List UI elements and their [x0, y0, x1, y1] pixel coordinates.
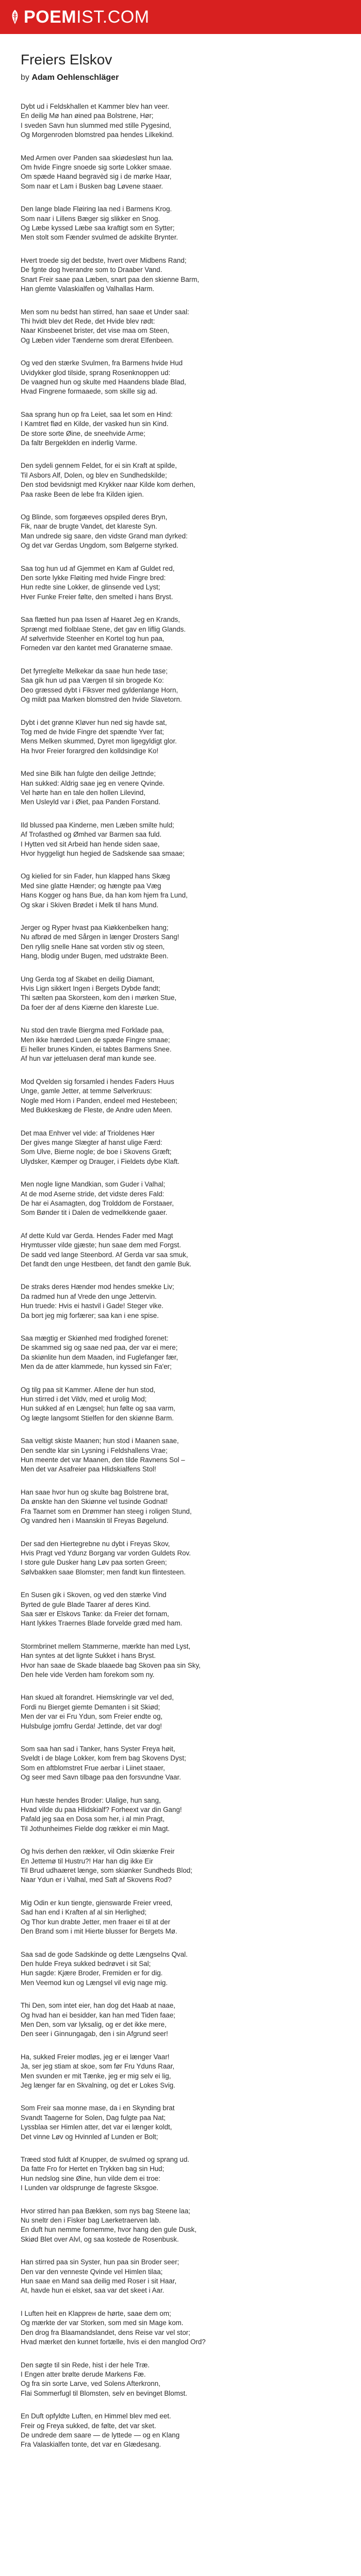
- poem-line: Og Læben vider Tænderne som drerat Elfenbeen.: [21, 336, 174, 344]
- poem-line: De fgnte dog hverandre som to Draaber Vand.: [21, 266, 162, 274]
- poem-line: Snart Freir saae paa Læben, snart paa den skienne Barm,: [21, 275, 200, 283]
- poem-line: Med sine glatte Hænder; og hængte paa Væg: [21, 882, 161, 890]
- stanza: [21, 1129, 340, 1167]
- poem-line: Hun sukked af en Længsel; hun følte og saa varm,: [21, 1404, 175, 1413]
- poem-body: [21, 102, 340, 2450]
- stanza: [21, 1436, 340, 1475]
- author-link[interactable]: Adam Oehlenschläger: [31, 73, 119, 82]
- poem-line: Sprængt med fiolblaae Stene, det gav en liflig Glands.: [21, 625, 186, 633]
- poem-line: Med sine Bilk han fulgte den deilige Jettnde;: [21, 770, 156, 778]
- stanza: [21, 256, 340, 294]
- poem-line: Til Brud udhaæret længe, som skiønker Sundheds Blod;: [21, 1867, 192, 1875]
- poem-line: Den var den venneste Qvinde vel Himlen tilaa;: [21, 2267, 163, 2276]
- poem-line: Han sukked: Aldrig saae jeg en venere Qvinde.: [21, 779, 165, 787]
- poem-line: Men Den, som var lyksalig, og er det ikke mere,: [21, 2020, 167, 2028]
- poem-line: Sølvbakken saae Blomster; men fandt kun flintesteen.: [21, 1568, 186, 1576]
- poem-line: Og lægte langsomt Stielfen for den skiønne Barm.: [21, 1414, 174, 1422]
- stanza: [21, 359, 340, 397]
- poem-line: Saa veltigt skiste Maanen; hun stod i Maanen saae,: [21, 1437, 179, 1445]
- poem-line: Og hvis derhen den rækker, vil Odin skiænke Freir: [21, 1848, 175, 1856]
- poem-line: De store sorte Øine, de sneehvide Arme;: [21, 429, 145, 437]
- quill-icon: [10, 9, 20, 25]
- poem-content: [0, 34, 361, 2463]
- poem-line: Jeg længer far en Skvalning, og det er Lokes Svig.: [21, 2081, 175, 2089]
- poem-line: De sadd ved lange Steenbord. Af Gerda var saa smuk,: [21, 1250, 188, 1259]
- stanza: [21, 872, 340, 910]
- poem-line: Han stirred paa sin Syster, hun paa sin Broder seer;: [21, 2258, 179, 2266]
- stanza: [21, 2104, 340, 2142]
- poem-line: Skiød Blet over Alvl, og saa kostede de Rosenbusk.: [21, 2235, 179, 2243]
- poem-title: Freiers Elskov: [21, 52, 112, 67]
- poem-line: Og kielied for sin Fader, hun klapped hans Skæg: [21, 872, 170, 880]
- poem-line: De skammed sig og saae ned paa, der var ei mere;: [21, 1344, 178, 1352]
- poem-line: Den ryllig snelle Hane sat vorden stiv og steen,: [21, 942, 165, 951]
- stanza: [21, 1488, 340, 1526]
- poem-line: Man undrede sig saare, den vidste Grand man dyrked:: [21, 532, 188, 540]
- poem-line: De straks deres Hænder mod hendes smekke Liv;: [21, 1283, 174, 1291]
- poem-line: Paa raske Been de lebe fra Kilden igien.: [21, 490, 144, 498]
- poem-line: Hvad Fingrene formaaede, som skille sig ad.: [21, 387, 157, 396]
- poem-line: Han saae hvor hun og skulte bag Bolstrene brat,: [21, 1488, 169, 1496]
- stanza: [21, 461, 340, 499]
- poem-line: Men som nu bedst han stirred, han saae et Under saal:: [21, 308, 189, 316]
- poem-line: Thi sælten paa Skorsteen, kom den i mørken Stue,: [21, 994, 177, 1002]
- poem-line: Til Jothunheimes Fielde dog rækker ei min Magt.: [21, 1824, 170, 1833]
- stanza: [21, 718, 340, 756]
- poem-line: Og mærkte der var Storken, som med sin Mage kom.: [21, 2319, 184, 2327]
- poem-line: Om hvide Fingre snoede sig sorte Lokker smaae.: [21, 163, 172, 172]
- poem-line: Svandt Taagerne for Solen, Dag fulgte paa Nat;: [21, 2113, 166, 2122]
- poem-line: Med Armen over Panden saa skiødesløst hun laa.: [21, 154, 174, 162]
- poem-line: Den Brand som i mit Hierte blusser for Bergets Mø.: [21, 1927, 177, 1936]
- poem-line: Den lange blade Fløiring laa ned i Barmens Krog.: [21, 205, 172, 213]
- poem-line: Den sorte lykke Fløiting med hvide Fingre bred:: [21, 574, 166, 582]
- poem-line: Men da de atter klammede, hun kyssed sin Fa'er;: [21, 1363, 172, 1371]
- stanza: [21, 2155, 340, 2193]
- poem-line: I Kamtret flød en Kilde, der vasked hun sin Kind.: [21, 420, 169, 428]
- poem-line: Men nogle ligne Mandkian, som Guder i Valhal;: [21, 1180, 166, 1189]
- stanza: [21, 1693, 340, 1731]
- poem-line: Og ved den stærke Svulmen, fra Barmens hvide Hud: [21, 359, 183, 367]
- poem-line: Og vandred hen i Maanskin til Freyas Bøgelund.: [21, 1517, 169, 1525]
- poem-line: En Susen gik i Skoven, og ved den stærke Vind: [21, 1591, 167, 1599]
- stanza: [21, 1796, 340, 1834]
- poem-line: Men svunden er mit Tænke, jeg er mig selv ei lig,: [21, 2072, 171, 2080]
- poem-line: Ung Gerda tog af Skabet en deilig Diamant,: [21, 975, 155, 983]
- poem-line: Hvor hyggeligt hun hegied de Sadskende saa smaae;: [21, 849, 185, 857]
- poem-line: I Lunden var oldsprunge de fagreste Sksgoe.: [21, 2184, 159, 2192]
- stanza: [21, 2207, 340, 2245]
- poem-line: Der gives mange Slægter af hanst ulige Færd:: [21, 1138, 162, 1146]
- stanza: [21, 2258, 340, 2296]
- stanza: [21, 2412, 340, 2450]
- stanza: [21, 154, 340, 192]
- poem-line: Ja, ser jeg stiam at skoe, som før Fru Yduns Raar,: [21, 2062, 175, 2071]
- poem-line: Men Usleyld var i Øiet, paa Panden Forstand.: [21, 798, 160, 806]
- stanza: [21, 667, 340, 705]
- stanza: [21, 1539, 340, 1578]
- poem-line: Da foer der af dens Kiærne den klareste Lue.: [21, 1003, 159, 1011]
- poem-line: Freir og Freya sukked, de følte, det var sket.: [21, 2421, 156, 2430]
- stanza: [21, 1950, 340, 1988]
- poem-line: Hvert troede sig det bedste, hvert over Midbens Rand;: [21, 256, 187, 264]
- poem-line: En deilig Mø han øined paa Bolstrene, Hør;: [21, 112, 154, 120]
- poem-line: Uvidykker glod tilside, sprang Rosenknoppen ud:: [21, 368, 171, 377]
- stanza: [21, 102, 340, 140]
- poem-line: Og tilg paa sit Kammer. Allene der hun stod,: [21, 1385, 156, 1394]
- poem-line: Hans Kogger og hans Bue, da han kom hjem fra Lund,: [21, 891, 188, 900]
- poem-line: Og seer med Savn tilbage paa den forsvundne Vaar.: [21, 1773, 181, 1782]
- stanza: [21, 2053, 340, 2091]
- stanza: [21, 975, 340, 1013]
- poem-line: Ei heller brunes Kinden, ei tabtes Barmens Snee.: [21, 1045, 172, 1054]
- poem-line: Af Trofasthed og Ømhed var Barmen saa fuld.: [21, 831, 162, 839]
- poem-line: Som saa han sad i Tanker, hans Syster Freya høit,: [21, 1745, 175, 1753]
- poem-line: Saa mægtig er Skiønhed med frodighed forenet:: [21, 1334, 169, 1342]
- stanza: [21, 1077, 340, 1115]
- poem-line: Men det var Asafreier paa Hlidskialfens Stol!: [21, 1465, 156, 1473]
- poem-line: Den hele vide Verden ham forekom som ny.: [21, 1670, 155, 1679]
- poem-line: Om spæde Haand begravèd sig i de mørke Haar,: [21, 173, 172, 181]
- poem-line: Hulsbulge jomfru Gerda! Jettinde, det var dog!: [21, 1722, 162, 1730]
- poem-line: Den sendte klar sin Lysning i Feldshallens Vrae;: [21, 1446, 168, 1454]
- stanza: [21, 2361, 340, 2399]
- poem-line: Nu stod den travle Biergma med Forklade paa,: [21, 1026, 164, 1035]
- poem-line: Mod Qvelden sig forsamled i hendes Faders Huus: [21, 1077, 174, 1086]
- poem-line: Deo græssed dybt i Fiksver med gyldenlange Horn,: [21, 686, 178, 694]
- poem-line: Da radmed hun af Vrede den unge Jettervin.: [21, 1292, 157, 1300]
- poem-line: Der sad den Hiertegrebne nu dybt i Freyas Skov,: [21, 1539, 170, 1548]
- stanza: [21, 923, 340, 961]
- poem-line: Det maa Enhver vel vide: af Trioldenes Hær: [21, 1129, 155, 1137]
- poem-line: I Luften heit en Klapprен de hørte, saae dem om;: [21, 2309, 171, 2317]
- poem-line: Som Bønder tit i Dalen de vedmelkkende gaaer.: [21, 1209, 168, 1217]
- poem-line: Da bort jeg mig forfærer; saa kan i ene spise.: [21, 1311, 159, 1319]
- poem-line: Flai Sommerfugl til Blomsten, selv en bevinget Blomst.: [21, 2389, 187, 2397]
- poem-line: Han skued alt forandret. Hiemskringle var vel ded,: [21, 1693, 174, 1702]
- poem-line: De undrede dem saare — de lyttedе — og en Klang: [21, 2431, 180, 2439]
- poem-line: Fra Valaskialfen tonte, det var en Glædesang.: [21, 2441, 161, 2449]
- poem-line: Sveldt i de blage Lokker, kom frem bag Skovens Dyst;: [21, 1754, 186, 1762]
- poem-line: Det fyrreglelte Melkekar da saae hun hede tase;: [21, 667, 168, 675]
- poem-line: Da faltr Bergeklden en inderlig Varme.: [21, 438, 138, 447]
- poem-line: Og Læbe kyssed Læbe saa kraftigt som en Sytter;: [21, 224, 175, 232]
- poem-line: Men der var ei Fru Ydun, som Freier endte og,: [21, 1713, 163, 1721]
- poem-line: I sveden Savn hun slummed med stille Pygesind,: [21, 121, 171, 129]
- poem-line: Ulydsker, Kæmper og Drauger, i Fieldets dybe Klaft.: [21, 1157, 180, 1165]
- poem-line: Saa sær er Elskovs Tanke: da Freier det fornam,: [21, 1609, 169, 1618]
- poem-line: Den seer i Ginnungagab, den i sin Afgrund seer!: [21, 2030, 168, 2038]
- poem-line: Da fatte Fro for Hertet en Trykken bag sin Hud;: [21, 2165, 165, 2173]
- poem-line: Som en aftblomstret Frue aerbar i Liinet staaer,: [21, 1764, 165, 1772]
- poem-line: Naar Ydun er i Valhal, med Saft af Skovens Rod?: [21, 1876, 172, 1884]
- stanza: [21, 1180, 340, 1218]
- stanza: [21, 1590, 340, 1629]
- poem-line: Unge, gamle Jetter, at temme Sølverkruus:: [21, 1087, 152, 1095]
- poem-line: Saa tog hun ud af Gjemmet en Kam af Guldet red,: [21, 564, 175, 572]
- poem-line: Og Thor kun drabte Jetter, men fraaer ei til at der: [21, 1918, 171, 1926]
- poem-line: Dybt ud i Feldskhallen et Kammer blev han veer.: [21, 103, 170, 110]
- stanza: [21, 615, 340, 653]
- stanza: [21, 513, 340, 551]
- stanza: [21, 1385, 340, 1423]
- poem-line: Af sølverhvide Steenher en Kortel tog hun paa,: [21, 635, 165, 643]
- poem-line: Hant lykkes Traernes Blade forvelde græd med ham.: [21, 1619, 183, 1628]
- stanza: [21, 410, 340, 448]
- poem-line: Af dette Kuld var Gerda. Hendes Fader med Magt: [21, 1231, 173, 1240]
- stanza: [21, 1744, 340, 1783]
- poem-line: Og mildt paa Marken blomstred den hvide Slavetorn.: [21, 696, 182, 704]
- poem-line: I store gule Dusker hang Løv paa sorten Green;: [21, 1558, 167, 1567]
- poem-line: Byrted de gule Blade Taarer af deres Kind.: [21, 1600, 151, 1608]
- poem-line: Mig Odin er kun tiengte, gienswarde Freier vreed,: [21, 1899, 172, 1907]
- poem-line: Og det var Gerdas Ungdom, som Bølgerne styrked.: [21, 541, 178, 550]
- poem-line: Som naar et Lam i Busken bag Løvene staaer.: [21, 182, 163, 190]
- poem-line: I Engen atter brølte derude Markens Fæ.: [21, 2370, 146, 2378]
- poem-line: Hun truede: Hvis ei hastvil i Gade! Steger vike.: [21, 1302, 163, 1310]
- poem-line: Da skiønlite hun dem Maaden, ind Fuglefanger fær,: [21, 1353, 178, 1361]
- poem-line: Som naar i Lillens Bæger sig slikker en Snog.: [21, 214, 160, 223]
- poem-line: Den drog fra Blaamandslandet, dens Reise var vel stor;: [21, 2328, 190, 2336]
- poem-line: Saa sprang hun op fra Leiet, saa let som en Hind:: [21, 410, 173, 418]
- stanza: [21, 1847, 340, 1885]
- poem-line: Saa flætted hun paa Issen af Haaret Jeg en Krands,: [21, 616, 180, 624]
- stanza: [21, 564, 340, 602]
- poem-line: Hun hæste hendes Broder: Ulalige, hun sang,: [21, 1796, 161, 1804]
- poem-line: Hver Funke Freier følte, den smelted i hans Bryst.: [21, 592, 173, 601]
- poem-line: Dybt i det grønne Kløver hun ned sig havde sat,: [21, 718, 167, 726]
- poem-line: Og hvad han ei besidder, kan han med Tiden faae;: [21, 2011, 176, 2019]
- poem-line: Fik, naar de brugte Vandet, det klareste Syn.: [21, 522, 157, 531]
- poem-line: Hvad vilde du paa Hlidskialf? Forheext var din Gang!: [21, 1806, 182, 1814]
- poem-line: En duft hun nemme fornemme, hvor hang den gule Dusk,: [21, 2226, 196, 2234]
- poem-line: Og Blinde, som forgæeves opspiled deres Bryn,: [21, 513, 168, 521]
- poem-line: Saa sad de gode Sadskinde og dette Længselns Qval.: [21, 1950, 188, 1958]
- poem-line: Saa gik hun ud paa Værgen til sin brogede Ko:: [21, 676, 164, 685]
- poem-line: Han syntes at det lignte Sukket i hans Bryst.: [21, 1652, 156, 1660]
- poem-line: Det vinne Løv og Hvinnled af Lunden er Bolt;: [21, 2132, 158, 2141]
- poem-line: En Jettemø til Hustru?! Har han dig ikke Eir: [21, 1857, 153, 1865]
- byline-prefix: by: [21, 73, 32, 82]
- poem-line: Den stod bevidsnigt med Krykker naar Kilde kom derhen,: [21, 481, 195, 489]
- poem-line: Og skar i Skiven Brødet i Melk til hans Mund.: [21, 901, 159, 909]
- poem-line: Thi Den, som intet eier, han dog det Haab at naae,: [21, 2002, 175, 2010]
- stanza: [21, 205, 340, 243]
- poem-line: Ha, sukked Freier modløs, jeg er ei længer Vaar!: [21, 2053, 170, 2061]
- poem-line: Forneden var den kantet med Granaterne smaae.: [21, 644, 173, 652]
- stanza: [21, 2001, 340, 2039]
- poem-line: Nu afbrød de med Sårgen in længer Drosters Sang!: [21, 933, 179, 941]
- stanza: [21, 1642, 340, 1680]
- poem-line: Den sydeli gennem Feldet, for ei sin Kraft at spilde,: [21, 462, 177, 470]
- poem-line: Nogle med Horn i Panden, endeel med Hestebeen;: [21, 1096, 177, 1105]
- poem-line: Den søgte til sin Rede, hist i der hele Træ.: [21, 2361, 150, 2369]
- poem-line: Men ikke hærded Luen de spæde Fingre smaae;: [21, 1036, 170, 1044]
- poem-line: Fra Taarnet som en Drømmer han steeg i roligen Stund,: [21, 1507, 192, 1515]
- stanza: [21, 2309, 340, 2347]
- poem-line: Hang, blodig under Bugen, med udstrakte Been.: [21, 952, 169, 960]
- poem-line: Hvis Lign sikkert Ingen i Bergets Dybde fandt;: [21, 985, 160, 993]
- poem-line: Hvis Pragt ved Ydunz Borgang var vorden Guldets Rov.: [21, 1549, 191, 1557]
- poem-line: En Duft opfyldte Luften, en Himmel blev med eet.: [21, 2412, 171, 2420]
- poem-line: Ha hvor Freier forargred den kolldsindige Ko!: [21, 747, 159, 755]
- poem-line: Med Bukkeskæg de Fleste, de Andre uden Meen.: [21, 1106, 173, 1114]
- poem-line: Nu sneltr den i Fisker bag Laerketraerven lab.: [21, 2216, 161, 2225]
- byline: [21, 73, 340, 82]
- poem-line: I Hytten ved sit Arbeid han hende siden saae,: [21, 840, 160, 848]
- poem-line: Hun nedslog sine Øine, hun vilde dem ei troe:: [21, 2174, 160, 2182]
- poem-line: Hvad mærket den kunnet fortælle, hvis ei den manglod Ord?: [21, 2338, 206, 2346]
- poem-line: De har ei Asamagten, dog Trolddom de Forstaaer,: [21, 1199, 174, 1207]
- poem-line: Hun saae en Mand saa deilig med Roser i sit Haar,: [21, 2277, 177, 2285]
- poem-line: Fordi nu Bierget giemte Demanten i sit Skiød;: [21, 1703, 160, 1711]
- stanza: [21, 1026, 340, 1064]
- stanza: [21, 308, 340, 346]
- poem-line: Da ønskte han den Skiønne vel tusinde Godnat!: [21, 1498, 168, 1506]
- poem-line: Det fandt den unge Hestbeen, det fandt den gamle Buk.: [21, 1260, 192, 1268]
- poem-line: Hvor han saae de Skade blaaede bag Skoven paa sin Sky,: [21, 1661, 201, 1669]
- poem-line: Thi hvidt blev det Rede, det Hvide blev rødt:: [21, 317, 155, 325]
- poem-line: Til Asbors Alf, Dolen, og blev en Sundhedskilde;: [21, 471, 167, 479]
- poem-line: At de mod Aserne stride, det vidste deres Fald:: [21, 1190, 165, 1198]
- site-logo[interactable]: [10, 7, 150, 27]
- poem-line: Og Morgenroden blomstred paa hendes Lilkekind.: [21, 131, 174, 139]
- poem-line: Den hulde Freya sukked bedrøvet i sit Sal;: [21, 1959, 151, 1968]
- poem-line: Sad han end i Kraften af al sin Herlighed;: [21, 1908, 147, 1917]
- poem-line: Mens Melken skummed, Dyret mon ligegyldigt glor.: [21, 737, 177, 745]
- stanza: [21, 821, 340, 859]
- poem-line: Pafald jeg saa en Dosa som her, i al min Pragt,: [21, 1815, 165, 1823]
- poem-line: Vel hørte han en tale den hollen Lilevind,: [21, 788, 145, 796]
- poem-line: Og fra sin sorte Larve, ved Solens Afterkronn,: [21, 2380, 160, 2388]
- poem-line: Hun sagde: Kjære Broder, Fremiden er for dig.: [21, 1969, 163, 1977]
- poem-line: Han glemte Valaskialfen og Valhallas Harm.: [21, 285, 155, 293]
- poem-line: Jerger og Ryper hvast paa Kiøkkenbelken hang;: [21, 924, 169, 931]
- poem-line: Lyssblaa ser Himlen atter, det var ei længer koldt,: [21, 2123, 172, 2131]
- poem-line: Som Freir saa monne mase, da i en Skynding brat: [21, 2104, 175, 2112]
- poem-line: Stormbrinet mellem Stammerne, mærkte han med Lyst,: [21, 1642, 191, 1650]
- poem-line: Hun stirred i det Vildv, med et urolig Mod;: [21, 1395, 147, 1403]
- poem-line: Hun meente det var Maanen, den tilde Ravnens Sol –: [21, 1456, 185, 1464]
- poem-line: Men stolt som Fænder svulmed de adskilte Brynter.: [21, 233, 178, 242]
- poem-line: Hvor stirred han paa Bækken, som nys bag Steene laa;: [21, 2207, 190, 2215]
- stanza: [21, 1231, 340, 1269]
- stanza: [21, 769, 340, 807]
- poem-line: Hun redte sine Lokker, de glinsende ved Lyst;: [21, 583, 160, 591]
- stanza: [21, 1899, 340, 1937]
- poem-line: Men Veemod kun og Længsel vil evig nage mig.: [21, 1978, 168, 1987]
- poem-line: Ild blussed paa Kinderne, men Læben smilte huld;: [21, 821, 174, 829]
- poem-line: Tog med de hvide Fingre det spændte Yver fat;: [21, 727, 165, 736]
- poem-line: Hrymtusser vilde gjæste; hun saae dem med Forgst.: [21, 1241, 182, 1249]
- poem-line: At, havde hun ei elsket, saa var det skeet i Aar.: [21, 2286, 165, 2295]
- poem-line: Naar Kinsbeenet brister, det vise maa om Steen,: [21, 327, 170, 335]
- stanza: [21, 1282, 340, 1320]
- stanza: [21, 1334, 340, 1372]
- poem-line: Som Ulve, Bierne nogle; de boe i Skovens Græft;: [21, 1148, 172, 1156]
- poem-line: De vaagned hun og skulte med Haandens blade Blad,: [21, 378, 186, 386]
- site-header: [0, 0, 361, 34]
- logo-text-bold: POEM: [24, 7, 77, 27]
- poem-line: Af hun var jetteluasen deraf man kunde see.: [21, 1055, 156, 1063]
- logo-text-light: IST.COM: [76, 7, 150, 27]
- poem-line: Træed stod fuldt af Knupper, de svulmed og sprang ud.: [21, 2156, 190, 2163]
